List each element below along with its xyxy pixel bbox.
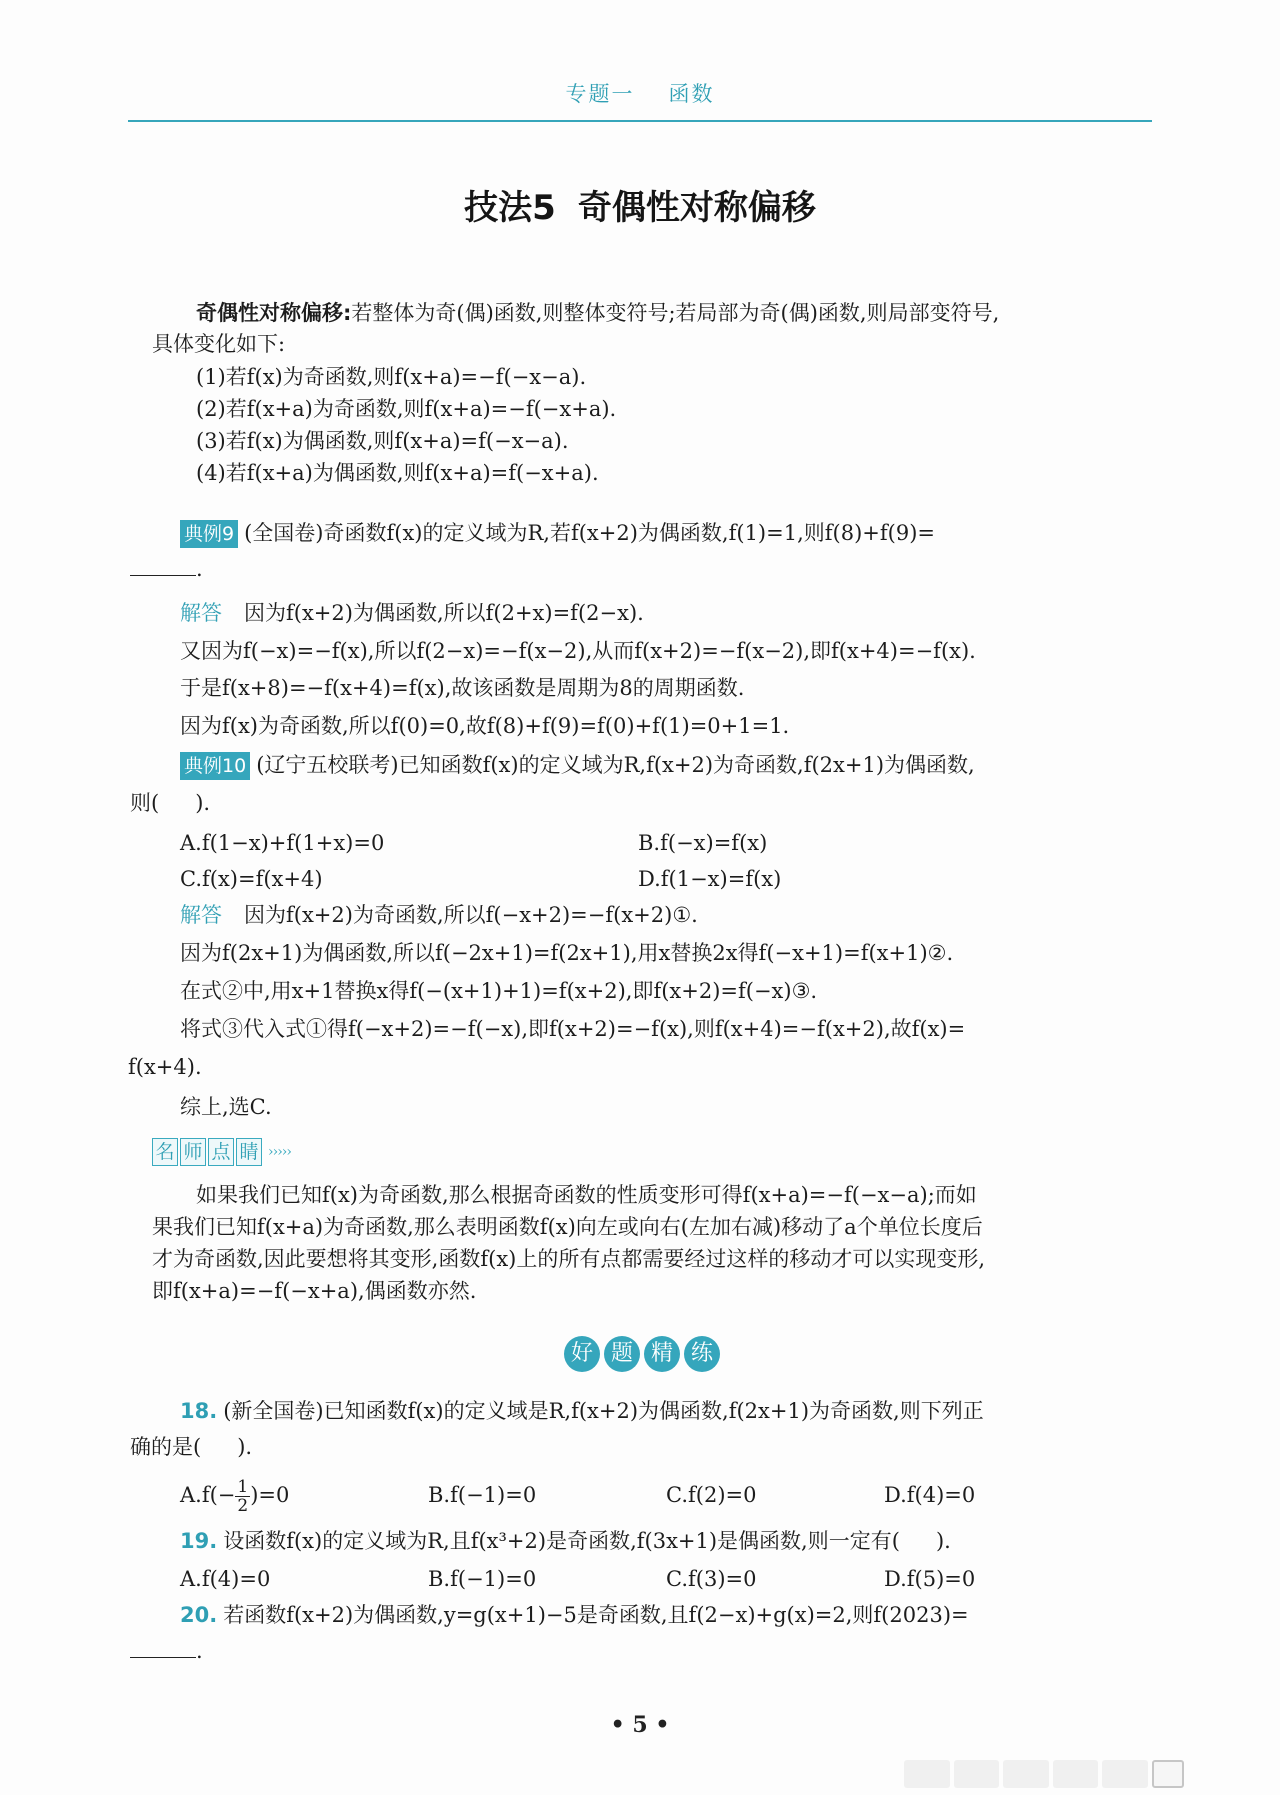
q20	[180, 1600, 969, 1630]
tip-badge-char: 睛	[236, 1138, 262, 1166]
example10-option-c: C.f(x)=f(x+4)	[180, 867, 323, 891]
example10-solution-1	[180, 900, 698, 930]
q18	[180, 1396, 984, 1426]
example9-source: (全国卷)	[244, 521, 324, 545]
q18-option-b: B.f(−1)=0	[428, 1483, 537, 1507]
q19-option-c: C.f(3)=0	[666, 1567, 757, 1591]
example10-question-cont	[130, 788, 210, 818]
q18-option-d: D.f(4)=0	[884, 1483, 976, 1507]
page-number: • 5 •	[610, 1712, 670, 1738]
q19-number: 19.	[180, 1529, 218, 1553]
tip-badge-char: 点	[208, 1138, 234, 1166]
example10-tag: 典例10	[180, 752, 250, 780]
example10-source: (辽宁五校联考)	[256, 753, 399, 777]
running-header	[0, 78, 1280, 108]
example10-solution-text-1: 因为f(x+2)为奇函数,所以f(−x+2)=−f(x+2)①.	[244, 903, 698, 927]
intro-term: 奇偶性对称偏移:	[196, 301, 352, 325]
example9-question	[180, 518, 935, 548]
q18-cont	[130, 1432, 252, 1462]
example10-end: ).	[195, 791, 211, 815]
q20-end: .	[196, 1639, 203, 1663]
intro-rule-2: (2)若f(x+a)为奇函数,则f(x+a)=−f(−x+a).	[196, 397, 617, 421]
example10-cont: 则(	[130, 791, 160, 815]
title-number: 技法5	[464, 188, 556, 228]
example10-conclusion: 综上,选C.	[180, 1095, 272, 1119]
q19-text-end: ).	[935, 1529, 951, 1553]
practice-heading	[564, 1336, 720, 1372]
fraction: $\frac{1}{2}$	[237, 1477, 249, 1516]
q19-option-b: B.f(−1)=0	[428, 1567, 537, 1591]
practice-heading-char: 练	[684, 1336, 720, 1372]
intro-rule-1: (1)若f(x)为奇函数,则f(x+a)=−f(−x−a).	[196, 365, 587, 389]
example9-text: 奇函数f(x)的定义域为R,若f(x+2)为偶函数,f(1)=1,则f(8)+f(9)=	[323, 521, 935, 545]
q19-option-a: A.f(4)=0	[180, 1567, 271, 1591]
answer-blank	[130, 555, 196, 576]
q20-blank-line	[130, 1636, 203, 1666]
tip-badge-char: 师	[180, 1138, 206, 1166]
example10-solution-3: 在式②中,用x+1替换x得f(−(x+1)+1)=f(x+2),即f(x+2)=f(−x)③.	[180, 979, 818, 1003]
q18-text: (新全国卷)已知函数f(x)的定义域是R,f(x+2)为偶函数,f(2x+1)为奇函数,则下列正	[223, 1399, 984, 1423]
tip-line-3: 才为奇函数,因此要想将其变形,函数f(x)上的所有点都需要经过这样的移动才可以实现变形,	[152, 1247, 986, 1271]
q18-text-end: ).	[237, 1435, 253, 1459]
example9-solution-1	[180, 598, 644, 628]
intro-text-1: 若整体为奇(偶)函数,则整体变符号;若局部为奇(偶)函数,则局部变符号,	[351, 301, 1000, 325]
header-chapter: 函数	[668, 82, 715, 106]
answer-blank	[130, 1637, 196, 1658]
q19-text: 设函数f(x)的定义域为R,且f(x³+2)是奇函数,f(3x+1)是偶函数,则一定有(	[223, 1529, 900, 1553]
q18-number: 18.	[180, 1399, 218, 1423]
q19-option-d: D.f(5)=0	[884, 1567, 976, 1591]
page-title	[0, 180, 1280, 229]
example9-solution-4: 因为f(x)为奇函数,所以f(0)=0,故f(8)+f(9)=f(0)+f(1)=0+1=1.	[180, 714, 790, 738]
header-topic: 专题一	[565, 82, 635, 106]
example9-tag: 典例9	[180, 520, 238, 548]
practice-heading-char: 精	[644, 1336, 680, 1372]
example10-solution-2: 因为f(2x+1)为偶函数,所以f(−2x+1)=f(2x+1),用x替换2x得f(−x+1)=f(x+1)②.	[180, 941, 954, 965]
example10-text: 已知函数f(x)的定义域为R,f(x+2)为奇函数,f(2x+1)为偶函数,	[398, 753, 975, 777]
tip-badge	[152, 1138, 291, 1166]
example10-question	[180, 750, 975, 780]
q19	[180, 1526, 951, 1556]
q20-text: 若函数f(x+2)为偶函数,y=g(x+1)−5是奇函数,且f(2−x)+g(x)=2,则f(2023)=	[223, 1603, 969, 1627]
practice-heading-char: 好	[564, 1336, 600, 1372]
example10-solution-4: 将式③代入式①得f(−x+2)=−f(−x),即f(x+2)=−f(x),则f(x+4)=−f(x+2),故f(x)=	[180, 1017, 966, 1041]
q18-option-a: A.f(− $\frac{1}{2}$ )=0	[180, 1477, 290, 1516]
intro-rule-4: (4)若f(x+a)为偶函数,则f(x+a)=f(−x+a).	[196, 461, 599, 485]
example9-solution-2: 又因为f(−x)=−f(x),所以f(2−x)=−f(x−2),从而f(x+2)=−f(x−2),即f(x+4)=−f(x).	[180, 639, 976, 663]
intro-text-2: 具体变化如下:	[152, 332, 286, 356]
title-name: 奇偶性对称偏移	[577, 188, 816, 228]
q18-option-c: C.f(2)=0	[666, 1483, 757, 1507]
example9-solution-3: 于是f(x+8)=−f(x+4)=f(x),故该函数是周期为8的周期函数.	[180, 676, 745, 700]
chevrons-icon: ›››››	[268, 1144, 291, 1160]
example9-solution-text-1: 因为f(x+2)为偶函数,所以f(2+x)=f(2−x).	[244, 601, 644, 625]
example10-option-a: A.f(1−x)+f(1+x)=0	[180, 831, 385, 855]
practice-heading-char: 题	[604, 1336, 640, 1372]
header-rule	[128, 120, 1152, 122]
example10-answer-label: 解答	[180, 903, 222, 927]
example9-answer-label: 解答	[180, 601, 222, 625]
watermark-logo	[904, 1760, 1184, 1788]
intro-line-1	[196, 298, 999, 328]
tip-line-2: 果我们已知f(x+a)为奇函数,那么表明函数f(x)向左或向右(左加右减)移动了a个单位长度后	[152, 1215, 983, 1239]
tip-line-4: 即f(x+a)=−f(−x+a),偶函数亦然.	[152, 1279, 477, 1303]
example9-end: .	[196, 557, 203, 581]
example10-solution-5: f(x+4).	[128, 1055, 202, 1079]
intro-rule-3: (3)若f(x)为偶函数,则f(x+a)=f(−x−a).	[196, 429, 569, 453]
tip-badge-char: 名	[152, 1138, 178, 1166]
q20-number: 20.	[180, 1603, 218, 1627]
example10-option-d: D.f(1−x)=f(x)	[638, 867, 782, 891]
example9-blank-line	[130, 554, 203, 584]
q18-text-cont: 确的是(	[130, 1435, 202, 1459]
example10-option-b: B.f(−x)=f(x)	[638, 831, 768, 855]
tip-line-1: 如果我们已知f(x)为奇函数,那么根据奇函数的性质变形可得f(x+a)=−f(−x−a);而如	[196, 1183, 977, 1207]
